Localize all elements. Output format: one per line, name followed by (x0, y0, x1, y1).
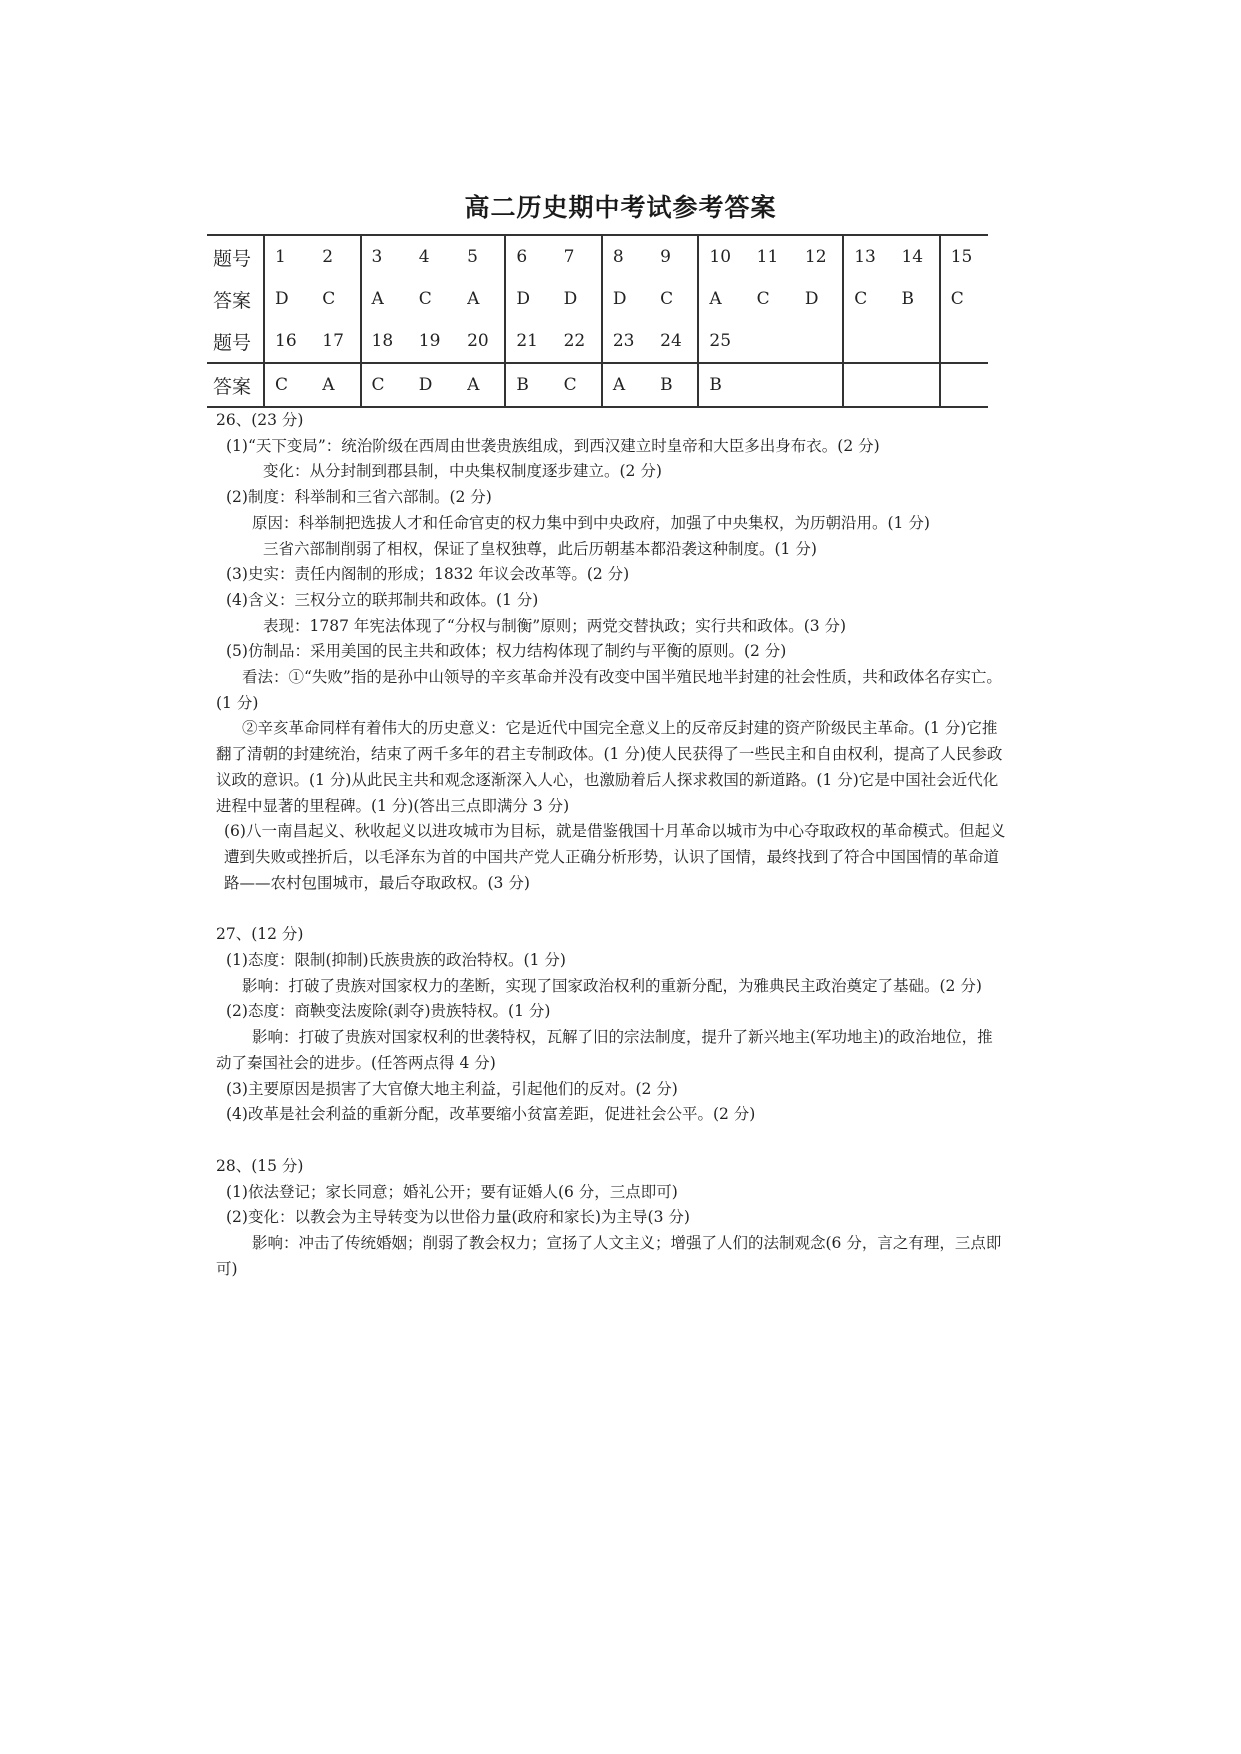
answer-line: 看法：①“失败”指的是孙中山领导的辛亥革命并没有改变中国半殖民地半封建的社会性质，共和政体名存实亡。(1 分) (216, 668, 1002, 712)
table-cell: 10 (698, 235, 746, 278)
table-cell: 11 (747, 235, 795, 278)
question-heading: 26、(23 分) (216, 411, 304, 429)
table-cell (891, 320, 939, 363)
answer-body (216, 408, 1006, 1283)
table-cell (940, 320, 988, 363)
answer-line: (3)主要原因是损害了大官僚大地主利益，引起他们的反对。(2 分) (226, 1079, 678, 1098)
question-heading: 28、(15 分) (216, 1156, 304, 1175)
table-cell: 22 (563, 331, 586, 351)
table-row (207, 363, 988, 407)
answer-table (207, 234, 988, 408)
page-title: 高二历史期中考试参考答案 (464, 193, 777, 222)
table-cell: 17 (322, 331, 344, 351)
table-cell: 14 (891, 235, 939, 278)
answer-line: 三省六部制削弱了相权，保证了皇权独尊，此后历朝基本都沿袭这种制度。(1 分) (263, 539, 817, 558)
table-cell: 3 (361, 235, 409, 278)
question-26 (216, 408, 1006, 896)
table-cell: B (505, 363, 553, 407)
table-cell (843, 320, 891, 363)
answer-line: (1)依法登记；家长同意；婚礼公开；要有证婚人(6 分，三点即可) (226, 1182, 678, 1201)
table-cell: 1 (264, 235, 312, 278)
table-cell: C (843, 278, 891, 320)
row-label: 答案 (213, 289, 252, 312)
table-cell: 20 (467, 331, 489, 351)
row-label: 题号 (213, 331, 252, 354)
table-cell: 25 (698, 320, 746, 363)
answer-line: (3)史实：责任内阁制的形成；1832 年议会改革等。(2 分) (226, 565, 630, 584)
table-cell (891, 363, 939, 407)
table-cell: D (409, 363, 457, 407)
answer-line: (1)“天下变局”：统治阶级在西周由世袭贵族组成，到西汉建立时皇帝和大臣多出身布衣。(2 分) (226, 436, 880, 455)
table-cell: C (940, 278, 988, 320)
table-row (207, 235, 988, 278)
table-cell (795, 363, 843, 407)
answer-line: 影响：打破了贵族对国家权利的世袭特权，瓦解了旧的宗法制度，提升了新兴地主(军功地主)的政治地位，推动了秦国社会的进步。(任答两点得 4 分) (216, 1028, 993, 1072)
table-cell (940, 363, 988, 407)
answer-line: (2)变化：以教会为主导转变为以世俗力量(政府和家长)为主导(3 分) (226, 1208, 690, 1227)
table-cell: D (563, 289, 578, 309)
table-cell: A (361, 278, 409, 320)
answer-line: (4)含义：三权分立的联邦制共和政体。(1 分) (226, 590, 539, 609)
table-cell: 19 (418, 331, 441, 351)
table-cell: A (467, 289, 480, 309)
table-cell: C (756, 289, 770, 309)
table-cell: 4 (409, 235, 457, 278)
table-cell: D (264, 278, 312, 320)
question-heading: 27、(12 分) (216, 925, 304, 944)
table-cell: 12 (795, 235, 843, 278)
table-cell (843, 363, 891, 407)
row-label: 答案 (207, 363, 264, 407)
table-cell: B (698, 363, 746, 407)
table-row (207, 278, 988, 320)
table-cell: 9 (650, 235, 698, 278)
question-27 (216, 922, 1006, 1128)
answer-line: 表现：1787 年宪法体现了“分权与制衡”原则；两党交替执政；实行共和政体。(3 分) (263, 616, 847, 635)
answer-line: ②辛亥革命同样有着伟大的历史意义：它是近代中国完全意义上的反帝反封建的资产阶级民主革命。(1 分)它推翻了清朝的封建统治，结束了两千多年的君主专制政体。(1 分)使人民获得了一些民主和自由权利，提高了人民参政议政的意识。(1 分)从此民主共和观念逐渐深入人心，也激励着后人探求救国的新道路。(1 分)它是中国社会近代化进程中显著的里程碑。(1 分)(答出三点即满分 3 分) (216, 719, 1003, 815)
question-28 (216, 1154, 1006, 1283)
table-cell: C (660, 289, 674, 309)
answer-line: (1)态度：限制(抑制)氏族贵族的政治特权。(1 分) (226, 951, 566, 970)
table-cell: 5 (457, 235, 505, 278)
table-cell: B (901, 289, 914, 309)
table-cell: C (554, 363, 602, 407)
table-cell: A (698, 278, 746, 320)
table-cell (747, 320, 795, 363)
answer-line: (2)态度：商鞅变法废除(剥夺)贵族特权。(1 分) (226, 1002, 551, 1021)
table-cell: C (418, 289, 432, 309)
table-cell: A (457, 363, 505, 407)
table-cell: 6 (505, 235, 553, 278)
table-cell: 15 (940, 235, 988, 278)
table-cell: 2 (312, 235, 360, 278)
table-cell: 8 (602, 235, 650, 278)
answer-line: 变化：从分封制到郡县制，中央集权制度逐步建立。(2 分) (263, 462, 662, 481)
table-cell: C (361, 363, 409, 407)
table-cell: A (602, 363, 650, 407)
table-cell: D (505, 278, 553, 320)
answer-line: (2)制度：科举制和三省六部制。(2 分) (226, 488, 492, 507)
table-cell: D (804, 289, 819, 309)
answer-line: 原因：科举制把选拔人才和任命官吏的权力集中到中央政府，加强了中央集权，为历朝沿用。(1 分) (252, 513, 930, 532)
table-cell: 7 (554, 235, 602, 278)
table-cell: 16 (264, 320, 312, 363)
answer-line: (5)仿制品：采用美国的民主共和政体；权力结构体现了制约与平衡的原则。(2 分) (226, 642, 787, 661)
answer-line: (4)改革是社会利益的重新分配，改革要缩小贫富差距，促进社会公平。(2 分) (226, 1105, 756, 1124)
table-cell: 18 (361, 320, 409, 363)
table-cell: B (650, 363, 698, 407)
row-label: 题号 (207, 235, 264, 278)
table-cell (747, 363, 795, 407)
table-cell: 24 (660, 331, 682, 351)
table-cell: D (602, 278, 650, 320)
table-row (207, 320, 988, 363)
table-cell: 23 (602, 320, 650, 363)
table-cell (795, 320, 843, 363)
table-cell: A (312, 363, 360, 407)
answer-line: (6)八一南昌起义、秋收起义以进攻城市为目标，就是借鉴俄国十月革命以城市为中心夺取政权的革命模式。但起义遭到失败或挫折后，以毛泽东为首的中国共产党人正确分析形势，认识了国情，最终找到了符合中国国情的革命道路——农村包围城市，最后夺取政权。(3 分) (224, 822, 1006, 892)
table-cell: 21 (505, 320, 553, 363)
answer-line: 影响：打破了贵族对国家权力的垄断，实现了国家政治权利的重新分配，为雅典民主政治奠定了基础。(2 分) (242, 976, 982, 995)
table-cell: 13 (843, 235, 891, 278)
answer-line: 影响：冲击了传统婚姻；削弱了教会权力；宣扬了人文主义；增强了人们的法制观念(6 分，言之有理，三点即可) (216, 1234, 1002, 1278)
table-cell: C (322, 289, 336, 309)
table-cell: C (264, 363, 312, 407)
